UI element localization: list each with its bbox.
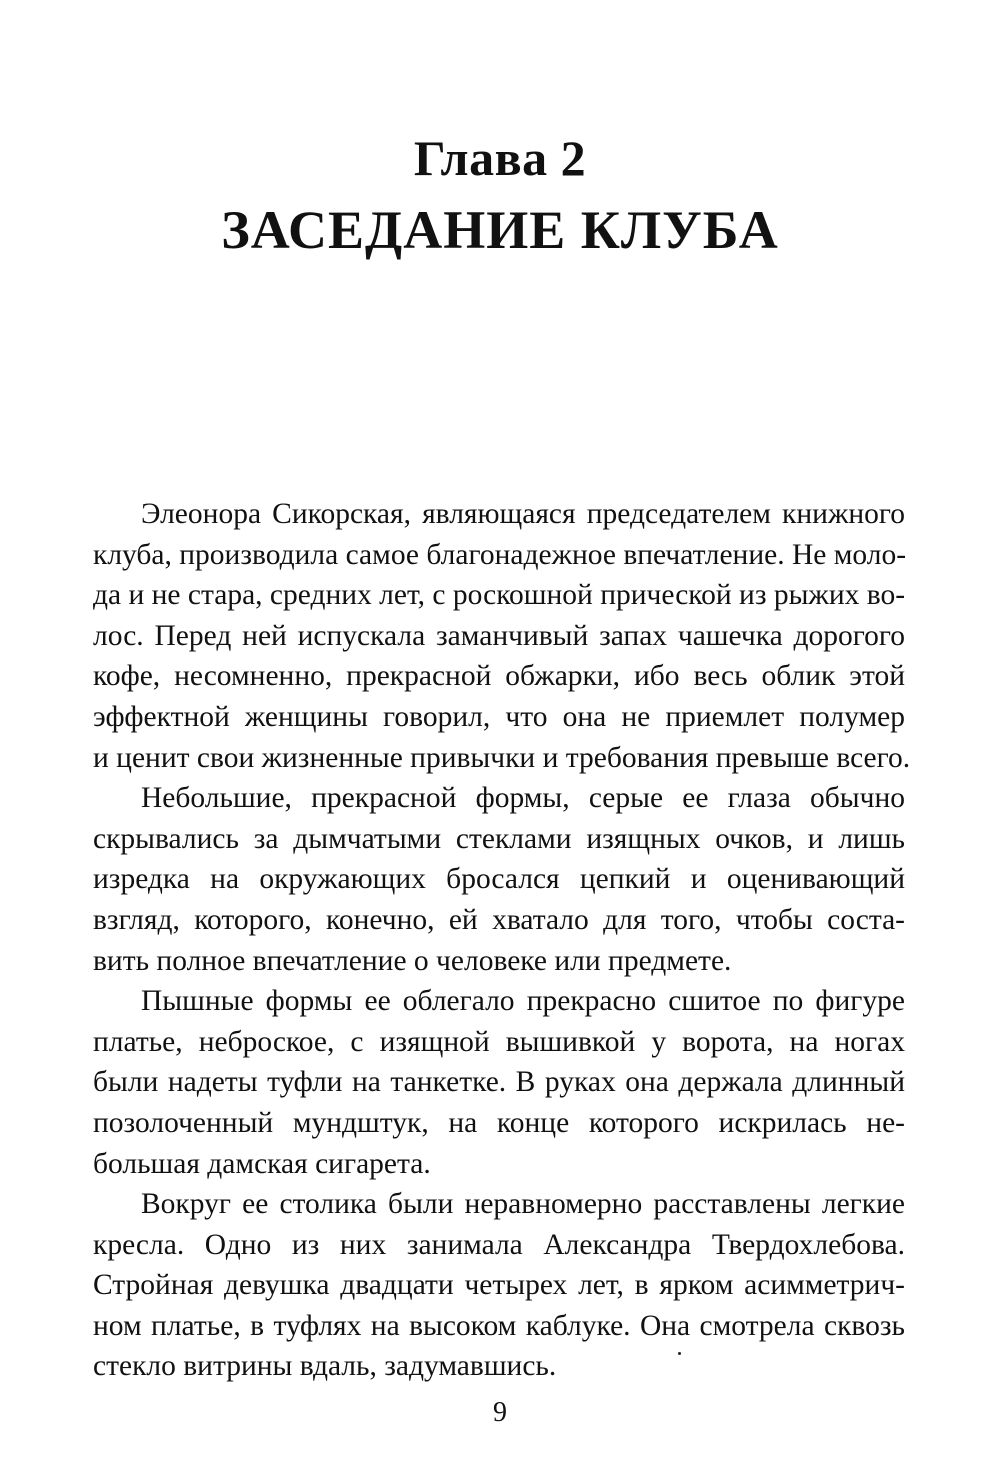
text-line: были надеты туфли на танкетке. В руках она держала длинный	[93, 1066, 905, 1099]
text-line: взгляд, которого, конечно, ей хватало для того, чтобы соста-	[93, 903, 905, 936]
chapter-title: ЗАСЕДАНИЕ КЛУБА	[221, 200, 779, 260]
text-line: Пышные формы ее облегало прекрасно сшитое по фигуре	[141, 985, 905, 1018]
text-line: скрывались за дымчатыми стеклами изящных очков, и лишь	[93, 822, 905, 855]
text-line: вить полное впечатление о человеке или предмете.	[93, 944, 732, 977]
paragraph-2	[93, 778, 905, 981]
chapter-heading	[0, 128, 1000, 266]
text-line: лос. Перед ней испускала заманчивый запах чашечка дорогого	[93, 619, 905, 652]
text-line: клуба, производила самое благонадежное впечатление. Не моло-	[93, 538, 907, 571]
text-line: Стройная девушка двадцати четырех лет, в ярком асимметрич-	[93, 1269, 905, 1302]
chapter-number: Глава 2	[413, 130, 587, 186]
text-line: позолоченный мундштук, на конце которого искрилась не-	[93, 1106, 905, 1139]
text-line: большая дамская сигарета.	[93, 1147, 431, 1180]
scan-speck	[678, 1352, 681, 1355]
text-line: кофе, несомненно, прекрасной обжарки, ибо весь облик этой	[93, 660, 905, 693]
text-line: эффектной женщины говорил, что она не приемлет полумер	[93, 700, 905, 733]
text-line: изредка на окружающих бросался цепкий и оценивающий	[93, 863, 905, 896]
paragraph-4	[93, 1184, 905, 1387]
text-line: ном платье, в туфлях на высоком каблуке. Она смотрела сквозь	[93, 1309, 905, 1342]
text-line: кресла. Одно из них занимала Александра Твердохлебова.	[93, 1228, 905, 1261]
text-line: Небольшие, прекрасной формы, серые ее глаза обычно	[141, 782, 905, 815]
text-line: стекло витрины вдаль, задумавшись.	[93, 1350, 557, 1383]
body-text	[93, 494, 911, 1387]
text-line: платье, неброское, с изящной вышивкой у ворота, на ногах	[93, 1025, 905, 1058]
text-line: да и не стара, средних лет, с роскошной прической из рыжих во-	[93, 579, 906, 612]
text-line: Элеонора Сикорская, являющаяся председателем книжного	[141, 498, 905, 530]
page-number: 9	[493, 1397, 507, 1428]
paragraph-3	[93, 981, 905, 1184]
text-line: Вокруг ее столика были неравномерно расставлены легкие	[141, 1188, 905, 1221]
paragraph-1	[93, 494, 911, 778]
text-line: и ценит свои жизненные привычки и требования превыше всего.	[93, 741, 911, 774]
